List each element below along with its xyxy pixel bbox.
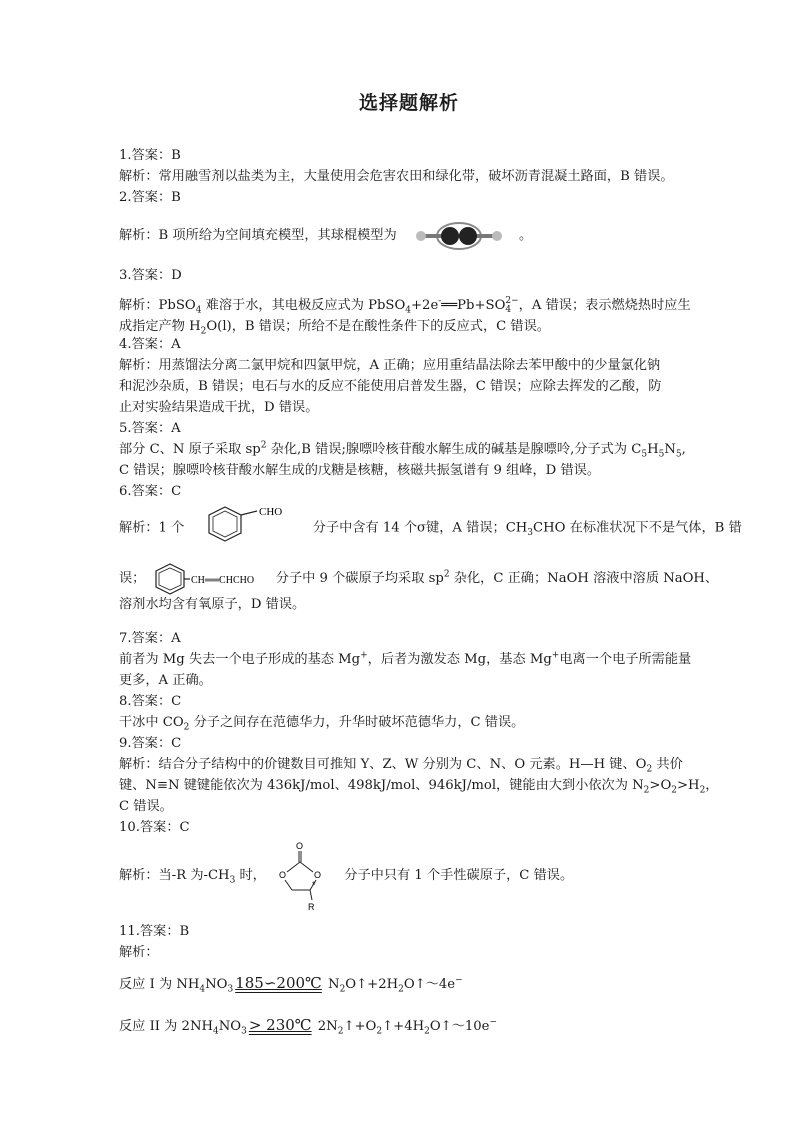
analysis-text: 解析：常用融雪剂以盐类为主，大量使用会危害农田和绿化带，破坏沥青混凝土路面，B 错误。: [119, 169, 674, 184]
analysis-line-1: 前者为 Mg 失去一个电子形成的基态 Mg+，后者为激发态 Mg，基态 Mg+电离一个电子所需能量: [119, 650, 692, 667]
answer-line: 10.答案：C: [119, 820, 190, 835]
question-11: [119, 921, 699, 963]
analysis-line-3: 溶剂水均含有氧原子，D 错误。: [119, 597, 306, 612]
svg-text:*: *: [312, 880, 316, 890]
analysis-text: 解析：B 项所给为空间填充模型，其球棍模型为: [119, 228, 397, 243]
reaction-1: 反应 I 为 $NH_4NO_3$ 185∽200℃ $N_2O↑+2H_2O↑\sim 4e^-$: [119, 968, 699, 1000]
question-6-analysis-1: 解析：1 个 CHO 分子中含有 14 个σ键，A 错误；$CH_3CHO$ 在标准状况下不是气体，B 错: [119, 505, 699, 552]
question-10-analysis: 解析：当-R 为$-CH_3$ 时， O O O * R 分子中只有 1 个手性碳原子，C 错误。: [119, 841, 574, 912]
reaction-condition: > 230℃: [248, 1016, 312, 1034]
question-3-analysis: [119, 295, 699, 337]
analysis-line-2: C 错误；腺嘌呤核苷酸水解生成的戊糖是核糖，核磁共振氢谱有 9 组峰，D 错误。: [119, 463, 601, 478]
answer-line: 11.答案：B: [119, 924, 190, 939]
question-10: [119, 817, 699, 838]
ball-stick-model-image: [409, 215, 509, 257]
analysis-line-2: 成指定产物 $H_2O(l)$，B 错误；所给不是在酸性条件下的反应式，C 错误。: [119, 319, 550, 337]
question-6-analysis-2: 误； CH══CHCHO 分子中 9 个碳原子均采取 $sp^2$ 杂化，C 正确；NaOH 溶液中溶质 NaOH、 溶剂水均含有氧原子，D 错误。: [119, 556, 699, 615]
analysis-text: 解析：1 个: [119, 520, 185, 536]
analysis-text: 误；: [119, 571, 146, 586]
question-2-analysis: [119, 214, 699, 258]
answer-line: 7.答案：A: [119, 631, 181, 646]
analysis-line-2: 键、N≡N 键键能依次为 436kJ/mol、498kJ/mol、946kJ/mol，键能由大到小依次为 $N_2>O_2>H_2$，: [119, 778, 719, 796]
answer-line: 8.答案：C: [119, 694, 182, 709]
analysis-label: 解析：: [119, 945, 159, 960]
question-2: [119, 187, 699, 208]
question-5: [119, 418, 699, 481]
fig-label-cho: CHO: [258, 506, 282, 518]
question-6: [119, 481, 699, 502]
analysis-line-1: 干冰中 $CO_2$ 分子之间存在范德华力，升华时破坏范德华力，C 错误。: [119, 715, 525, 733]
answer-line: 1.答案：B: [119, 148, 181, 163]
answer-line: 3.答案：D: [119, 268, 182, 283]
analysis-line-3: C 错误。: [119, 799, 173, 814]
analysis-line-2: 更多，A 正确。: [119, 673, 212, 688]
answer-line: 6.答案：C: [119, 484, 182, 499]
answer-line: 5.答案：A: [119, 421, 181, 436]
analysis-line-2: 和泥沙杂质，B 错误；电石与水的反应不能使用启普发生器，C 错误；应除去挥发的乙酸，防: [119, 379, 662, 394]
benzaldehyde-structure-image: [189, 505, 309, 551]
question-9: [119, 733, 719, 817]
svg-text:O: O: [279, 870, 287, 880]
answer-line: 2.答案：B: [119, 190, 181, 205]
answer-line: 4.答案：A: [119, 337, 181, 352]
analysis-text-end: 。: [519, 228, 533, 243]
svg-text:O: O: [296, 841, 304, 851]
analysis-line-1: 解析：PbSO$_4$ 难溶于水，其电极反应式为 PbSO$_4$+2e-══Pb+SO 2− 4 ，A 错误；表示燃烧热时应生: [119, 295, 691, 316]
reaction-condition: 185∽200℃: [235, 974, 322, 992]
analysis-line-1: 部分 C、N 原子采取 $sp^2$ 杂化,B 错误;腺嘌呤核苷酸水解生成的碱基是腺嘌呤,分子式为 $C_5H_5N_5$,: [119, 440, 686, 460]
analysis-line-1: 解析：用蒸馏法分离二氯甲烷和四氯甲烷，A 正确；应用重结晶法除去苯甲酸中的少量氯化钠: [119, 358, 661, 373]
question-1: [119, 145, 699, 187]
question-7: [119, 628, 699, 691]
svg-text:R: R: [308, 902, 315, 912]
answer-line: 9.答案：C: [119, 736, 182, 751]
analysis-line-3: 止对实验结果造成干扰，D 错误。: [119, 400, 319, 415]
cinnamaldehyde-structure-image: [150, 559, 272, 599]
cyclic-carbonate-structure-image: [270, 840, 340, 912]
question-3: [119, 265, 699, 286]
page-title: 选择题解析: [358, 92, 459, 114]
question-4: [119, 334, 699, 418]
reaction-2: 反应 II 为 $2NH_4NO_3$ > 230℃ $2N_2↑+O_2↑+4H_2O↑\sim 10e^-$: [119, 1010, 699, 1042]
question-8: [119, 691, 699, 733]
analysis-line-1: 解析：结合分子结构中的价键数目可推知 Y、Z、W 分别为 C、N、O 元素。H—H 键、$O_2$ 共价: [119, 757, 683, 775]
svg-text:O: O: [314, 870, 322, 880]
fig-label-chchcho: CH══CHCHO: [190, 574, 254, 586]
